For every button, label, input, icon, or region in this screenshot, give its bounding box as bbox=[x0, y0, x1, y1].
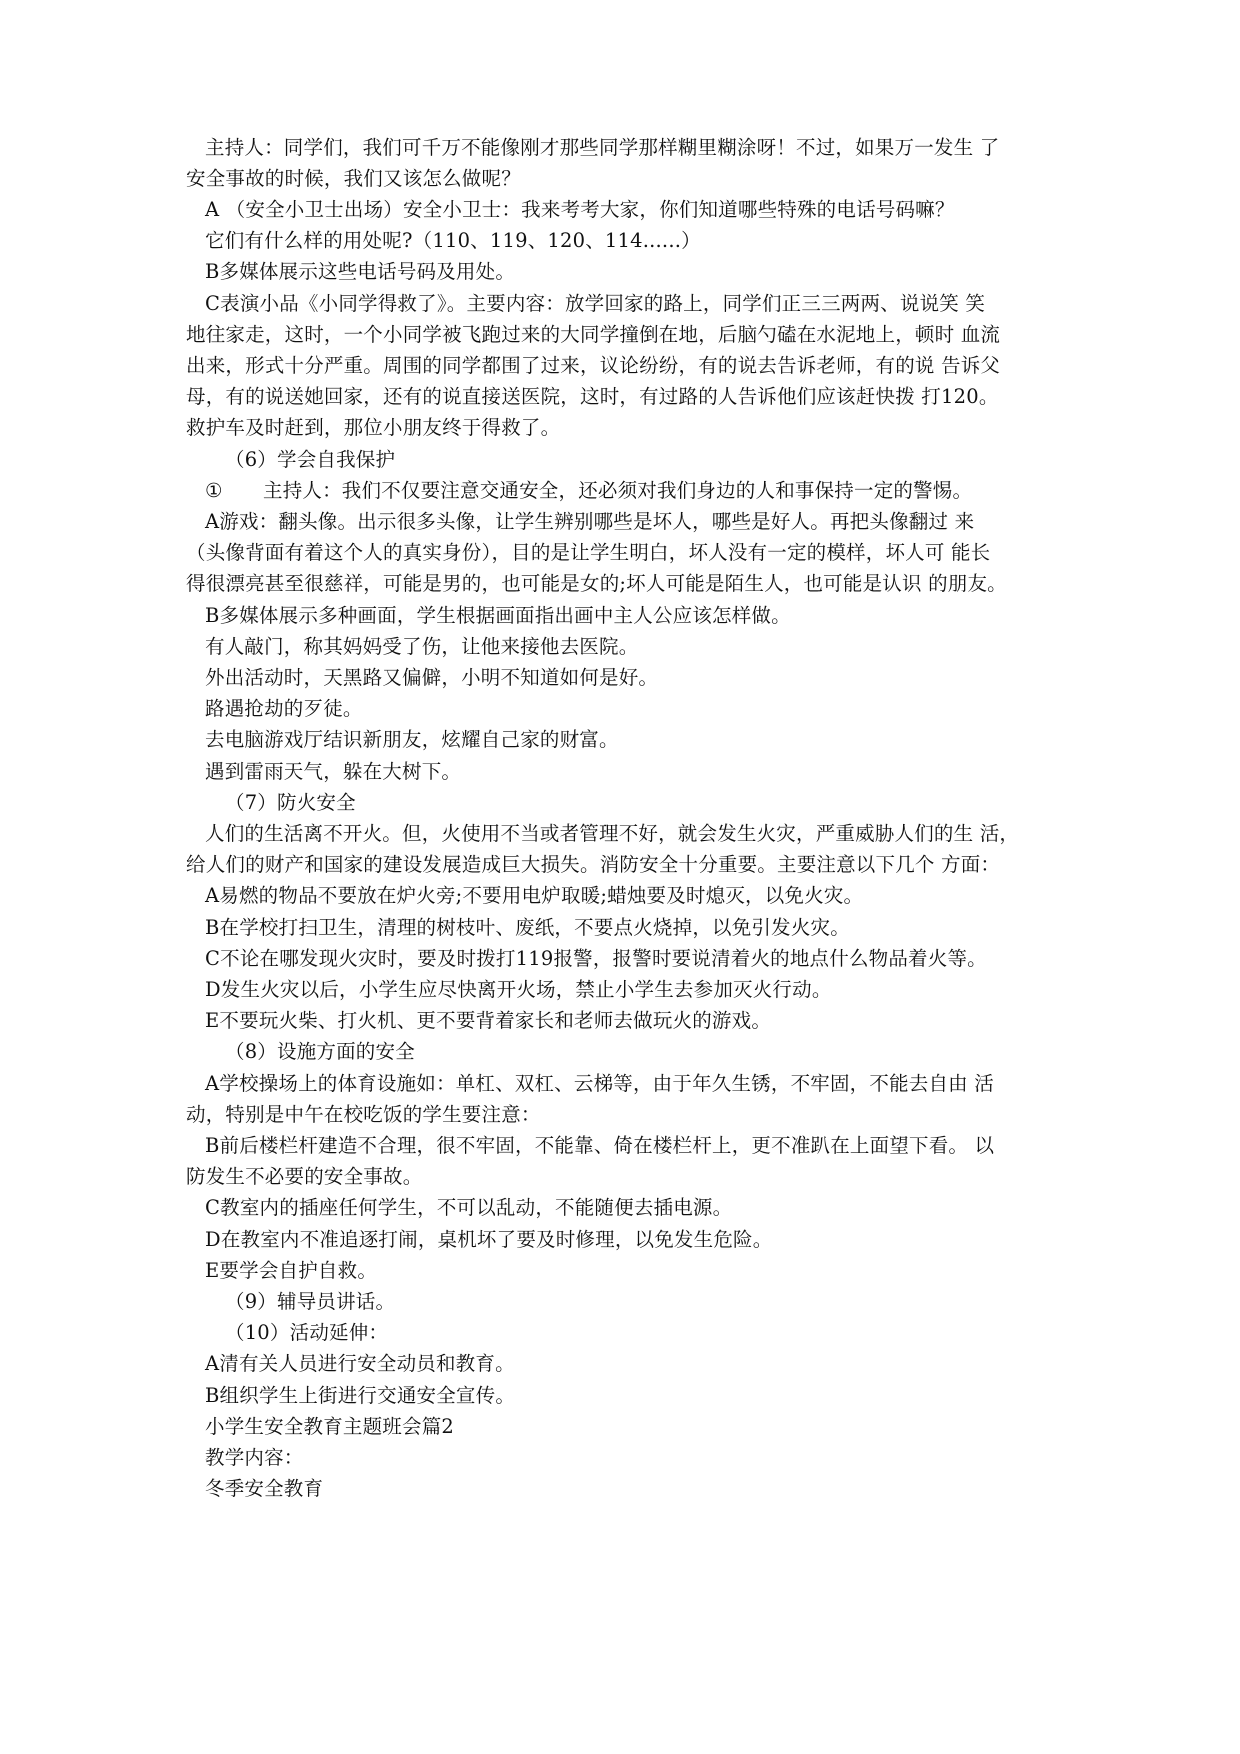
paragraph-line: B前后楼栏杆建造不合理，很不牢固，不能靠、倚在楼栏杆上，更不准趴在上面望下看。 以 bbox=[205, 1134, 995, 1157]
paragraph-line: 有人敲门，称其妈妈受了伤，让他来接他去医院。 bbox=[205, 635, 639, 658]
section-heading: （7）防火安全 bbox=[225, 791, 356, 814]
paragraph-line: A清有关人员进行安全动员和教育。 bbox=[205, 1352, 515, 1375]
paragraph-line: （头像背面有着这个人的真实身份），目的是让学生明白，坏人没有一定的模样，坏人可 能长 bbox=[186, 541, 991, 564]
paragraph-line: 防发生不必要的安全事故。 bbox=[186, 1165, 423, 1188]
paragraph-line: D在教室内不准追逐打闹，桌机坏了要及时修理，以免发生危险。 bbox=[205, 1228, 773, 1251]
paragraph-line: A易燃的物品不要放在炉火旁;不要用电炉取暖;蜡烛要及时熄灭，以免火灾。 bbox=[205, 884, 864, 907]
paragraph-line: 它们有什么样的用处呢?（110、119、120、114......） bbox=[205, 229, 701, 252]
paragraph-line: 路遇抢劫的歹徒。 bbox=[205, 697, 363, 720]
paragraph-line: B多媒体展示多种画面，学生根据画面指出画中主人公应该怎样做。 bbox=[205, 604, 791, 627]
paragraph-line: 主持人：同学们，我们可千万不能像刚才那些同学那样糊里糊涂呀！不过，如果万一发生 了 bbox=[205, 136, 1000, 159]
paragraph-line: C表演小品《小同学得救了》。主要内容：放学回家的路上，同学们正三三两两、说说笑 笑 bbox=[205, 292, 986, 315]
paragraph-line: 冬季安全教育 bbox=[205, 1477, 324, 1500]
paragraph-line: B组织学生上街进行交通安全宣传。 bbox=[205, 1384, 516, 1407]
paragraph-line: A （安全小卫士出场）安全小卫士：我来考考大家，你们知道哪些特殊的电话号码嘛？ bbox=[205, 198, 955, 221]
paragraph-line: 去电脑游戏厅结识新朋友，炫耀自己家的财富。 bbox=[205, 728, 619, 751]
paragraph-line: 教学内容： bbox=[205, 1446, 304, 1469]
paragraph-line: B多媒体展示这些电话号码及用处。 bbox=[205, 260, 516, 283]
section-heading: （10）活动延伸： bbox=[225, 1321, 389, 1344]
section-heading: （6）学会自我保护 bbox=[225, 448, 396, 471]
paragraph-line: 母，有的说送她回家，还有的说直接送医院，这时，有过路的人告诉他们应该赶快拨 打120。 bbox=[186, 385, 999, 408]
paragraph-line: D发生火灾以后，小学生应尽快离开火场，禁止小学生去参加灭火行动。 bbox=[205, 978, 832, 1001]
paragraph-line: C教室内的插座任何学生，不可以乱动，不能随便去插电源。 bbox=[205, 1196, 733, 1219]
paragraph-line: B在学校打扫卫生，清理的树枝叶、废纸，不要点火烧掉，以免引发火灾。 bbox=[205, 916, 850, 939]
paragraph-line: 得很漂亮甚至很慈祥，可能是男的，也可能是女的;坏人可能是陌生人，也可能是认识 的朋友。 bbox=[186, 572, 1007, 595]
paragraph-line: 动，特别是中午在校吃饭的学生要注意： bbox=[186, 1103, 541, 1126]
paragraph-line: 出来，形式十分严重。周围的同学都围了过来，议论纷纷，有的说去告诉老师，有的说 告诉父 bbox=[186, 354, 1001, 377]
paragraph-line: C不论在哪发现火灾时，要及时拨打119报警，报警时要说清着火的地点什么物品着火等。 bbox=[205, 947, 987, 970]
paragraph-line: A游戏：翻头像。出示很多头像，让学生辨别哪些是坏人，哪些是好人。再把头像翻过 来 bbox=[205, 510, 975, 533]
section-heading: （9）辅导员讲话。 bbox=[225, 1290, 396, 1313]
paragraph-line: A学校操场上的体育设施如：单杠、双杠、云梯等，由于年久生锈，不牢固，不能去自由 活 bbox=[205, 1072, 994, 1095]
paragraph-line: 人们的生活离不开火。但，火使用不当或者管理不好，就会发生火灾，严重威胁人们的生 活， bbox=[205, 822, 1020, 845]
paragraph-line: 遇到雷雨天气，躲在大树下。 bbox=[205, 760, 462, 783]
paragraph-line: 救护车及时赶到，那位小朋友终于得救了。 bbox=[186, 416, 561, 439]
paragraph-line: 外出活动时，天黑路又偏僻，小明不知道如何是好。 bbox=[205, 666, 659, 689]
paragraph-line: 安全事故的时候，我们又该怎么做呢？ bbox=[186, 167, 521, 190]
section-heading: （8）设施方面的安全 bbox=[225, 1040, 415, 1063]
paragraph-line: E不要玩火柴、打火机、更不要背着家长和老师去做玩火的游戏。 bbox=[205, 1009, 772, 1032]
paragraph-line: 地往家走，这时，一个小同学被飞跑过来的大同学撞倒在地，后脑勺磕在水泥地上，顿时 血流 bbox=[186, 323, 1001, 346]
article-title: 小学生安全教育主题班会篇2 bbox=[205, 1415, 455, 1438]
paragraph-line: 给人们的财产和国家的建设发展造成巨大损失。消防安全十分重要。主要注意以下几个 方面： bbox=[186, 853, 1001, 876]
paragraph-line: 主持人：我们不仅要注意交通安全，还必须对我们身边的人和事保持一定的警惕。 bbox=[263, 479, 973, 502]
circled-number: ① bbox=[205, 479, 223, 502]
paragraph-line: E要学会自护自救。 bbox=[205, 1259, 378, 1282]
